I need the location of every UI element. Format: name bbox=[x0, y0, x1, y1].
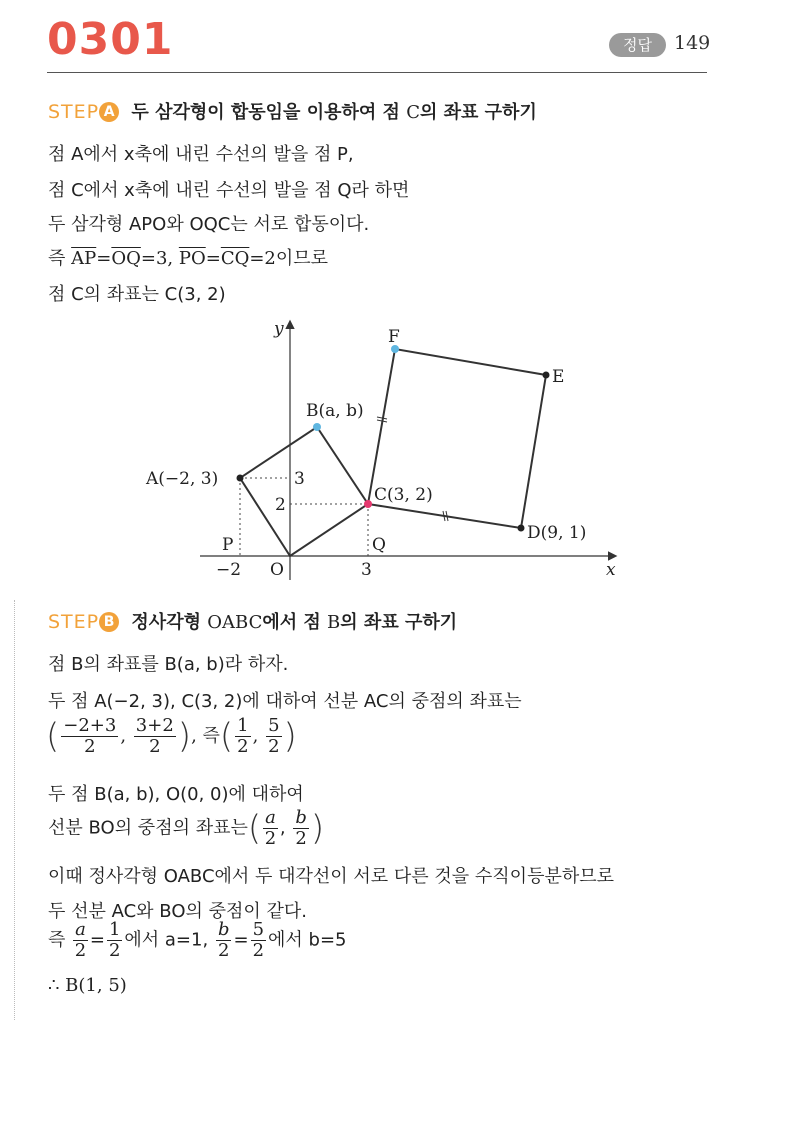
point-c bbox=[364, 500, 372, 508]
segment-po: $\overline{PO}$ bbox=[178, 248, 206, 269]
step-b-line-3: 두 점 B(a, b), O(0, 0)에 대하여 bbox=[48, 784, 304, 805]
label-b: B(a, b) bbox=[306, 401, 364, 421]
step-a-label: STEP bbox=[48, 101, 100, 123]
frac-a-half: $\frac{a}{2}$ bbox=[74, 919, 87, 961]
tick-y-3: 3 bbox=[294, 469, 305, 489]
problem-number: 0301 bbox=[47, 14, 174, 65]
point-e bbox=[543, 372, 550, 379]
eq-val-1: =3, bbox=[140, 248, 179, 269]
page-number: 149 bbox=[674, 32, 711, 54]
frac-bo-x: $\frac{a}{2}$ bbox=[264, 807, 277, 849]
step-b-line-1: 점 B의 좌표를 B(a, b)라 하자. bbox=[48, 654, 289, 675]
solve-mid-1: 에서 a=1, bbox=[124, 929, 209, 951]
label-p: P bbox=[222, 535, 234, 555]
tick-y-2: 2 bbox=[275, 495, 286, 515]
step-b-title-post: 의 좌표 구하기 bbox=[340, 612, 458, 633]
frac-result-y: $\frac{5}{2}$ bbox=[268, 715, 280, 757]
step-b-line-2: 두 점 A(−2, 3), C(3, 2)에 대하여 선분 AC의 중점의 좌표는 bbox=[48, 691, 522, 712]
step-a-equation: 즉 $\overline{AP}=\overline{OQ}=3$, $\overline{PO}=\overline{CQ}=2$이므로 bbox=[48, 248, 329, 269]
margin-guide bbox=[14, 600, 15, 1020]
step-b-line-6: 두 선분 AC와 BO의 중점이 같다. bbox=[48, 901, 307, 922]
solve-prefix: 즉 bbox=[48, 929, 66, 951]
step-a-line-3: 두 삼각형 APO와 OQC는 서로 합동이다. bbox=[48, 214, 370, 235]
frac-five-half: $\frac{5}{2}$ bbox=[252, 919, 265, 961]
step-b-line-4: 선분 BO의 중점의 좌표는( $\frac{a}{2}$ , $\frac{b}{2}$ ) bbox=[48, 807, 325, 849]
step-b-title-var: OABC bbox=[207, 612, 263, 633]
axis-y-label: y bbox=[274, 319, 284, 339]
step-b-line-5: 이때 정사각형 OABC에서 두 대각선이 서로 다른 것을 수직이등분하므로 bbox=[48, 866, 615, 887]
label-d: D(9, 1) bbox=[527, 523, 587, 543]
frac-one-half: $\frac{1}{2}$ bbox=[108, 919, 121, 961]
eq-prefix: 즉 bbox=[48, 248, 72, 269]
frac-b-half: $\frac{b}{2}$ bbox=[217, 919, 230, 961]
label-c: C(3, 2) bbox=[374, 485, 433, 505]
label-f: F bbox=[388, 327, 400, 347]
frac-result-x: $\frac{1}{2}$ bbox=[237, 715, 249, 757]
midpoint-ac-expression: ( $\frac{-2+3}{2}$ , $\frac{3+2}{2}$ ), 즉( $\frac{1}{2}$ , $\frac{5}{2}$ ) bbox=[46, 715, 297, 757]
step-b-title-pre: 정사각형 bbox=[131, 612, 208, 633]
step-b-title-mid: 에서 점 bbox=[262, 612, 328, 633]
step-a-badge: A bbox=[99, 102, 119, 122]
step-b-badge: B bbox=[99, 612, 119, 632]
tick-x-3: 3 bbox=[361, 560, 372, 580]
label-e: E bbox=[552, 367, 565, 387]
step-a-line-1: 점 A에서 x축에 내린 수선의 발을 점 P, bbox=[48, 144, 354, 165]
step-a-line-2: 점 C에서 x축에 내린 수선의 발을 점 Q라 하면 bbox=[48, 180, 410, 201]
step-a-title-post: 의 좌표 구하기 bbox=[419, 102, 537, 123]
step-a-title-var: C bbox=[406, 102, 420, 123]
origin-label: O bbox=[270, 560, 284, 580]
segment-cq: $\overline{CQ}$ bbox=[220, 248, 250, 269]
label-q: Q bbox=[372, 535, 386, 555]
final-answer: ∴ B(1, 5) bbox=[48, 975, 127, 996]
segment-oq: $\overline{OQ}$ bbox=[111, 248, 141, 269]
square-oabc bbox=[240, 427, 368, 556]
frac-ac-y: $\frac{3+2}{2}$ bbox=[135, 715, 174, 757]
line-4-prefix: 선분 BO의 중점의 좌표는 bbox=[48, 817, 248, 839]
tick-x-neg2: −2 bbox=[216, 560, 242, 580]
axis-x-label: x bbox=[606, 560, 616, 580]
label-a: A(−2, 3) bbox=[146, 469, 219, 489]
step-b-title-var2: B bbox=[327, 612, 341, 633]
point-b bbox=[313, 423, 321, 431]
frac-bo-y: $\frac{b}{2}$ bbox=[295, 807, 307, 849]
step-a-conclusion: 점 C의 좌표는 C(3, 2) bbox=[48, 284, 226, 305]
solve-mid-2: 에서 b=5 bbox=[268, 929, 347, 951]
step-b-label: STEP bbox=[48, 611, 100, 633]
answer-badge: 정답 bbox=[609, 33, 666, 57]
solve-equations: 즉 $\frac{a}{2}$ = $\frac{1}{2}$ 에서 a=1, $\frac{b}{2}$ = $\frac{5}{2}$ 에서 b=5 bbox=[48, 919, 347, 961]
eq-suffix: =2이므로 bbox=[249, 248, 329, 269]
step-a-title-pre: 두 삼각형이 합동임을 이용하여 점 bbox=[131, 102, 407, 123]
sep-word: 즉 bbox=[202, 725, 220, 747]
point-d bbox=[518, 525, 525, 532]
step-b-heading bbox=[48, 608, 457, 634]
segment-ap: $\overline{AP}$ bbox=[71, 248, 97, 269]
point-a bbox=[237, 475, 244, 482]
frac-ac-x: $\frac{-2+3}{2}$ bbox=[63, 715, 117, 757]
